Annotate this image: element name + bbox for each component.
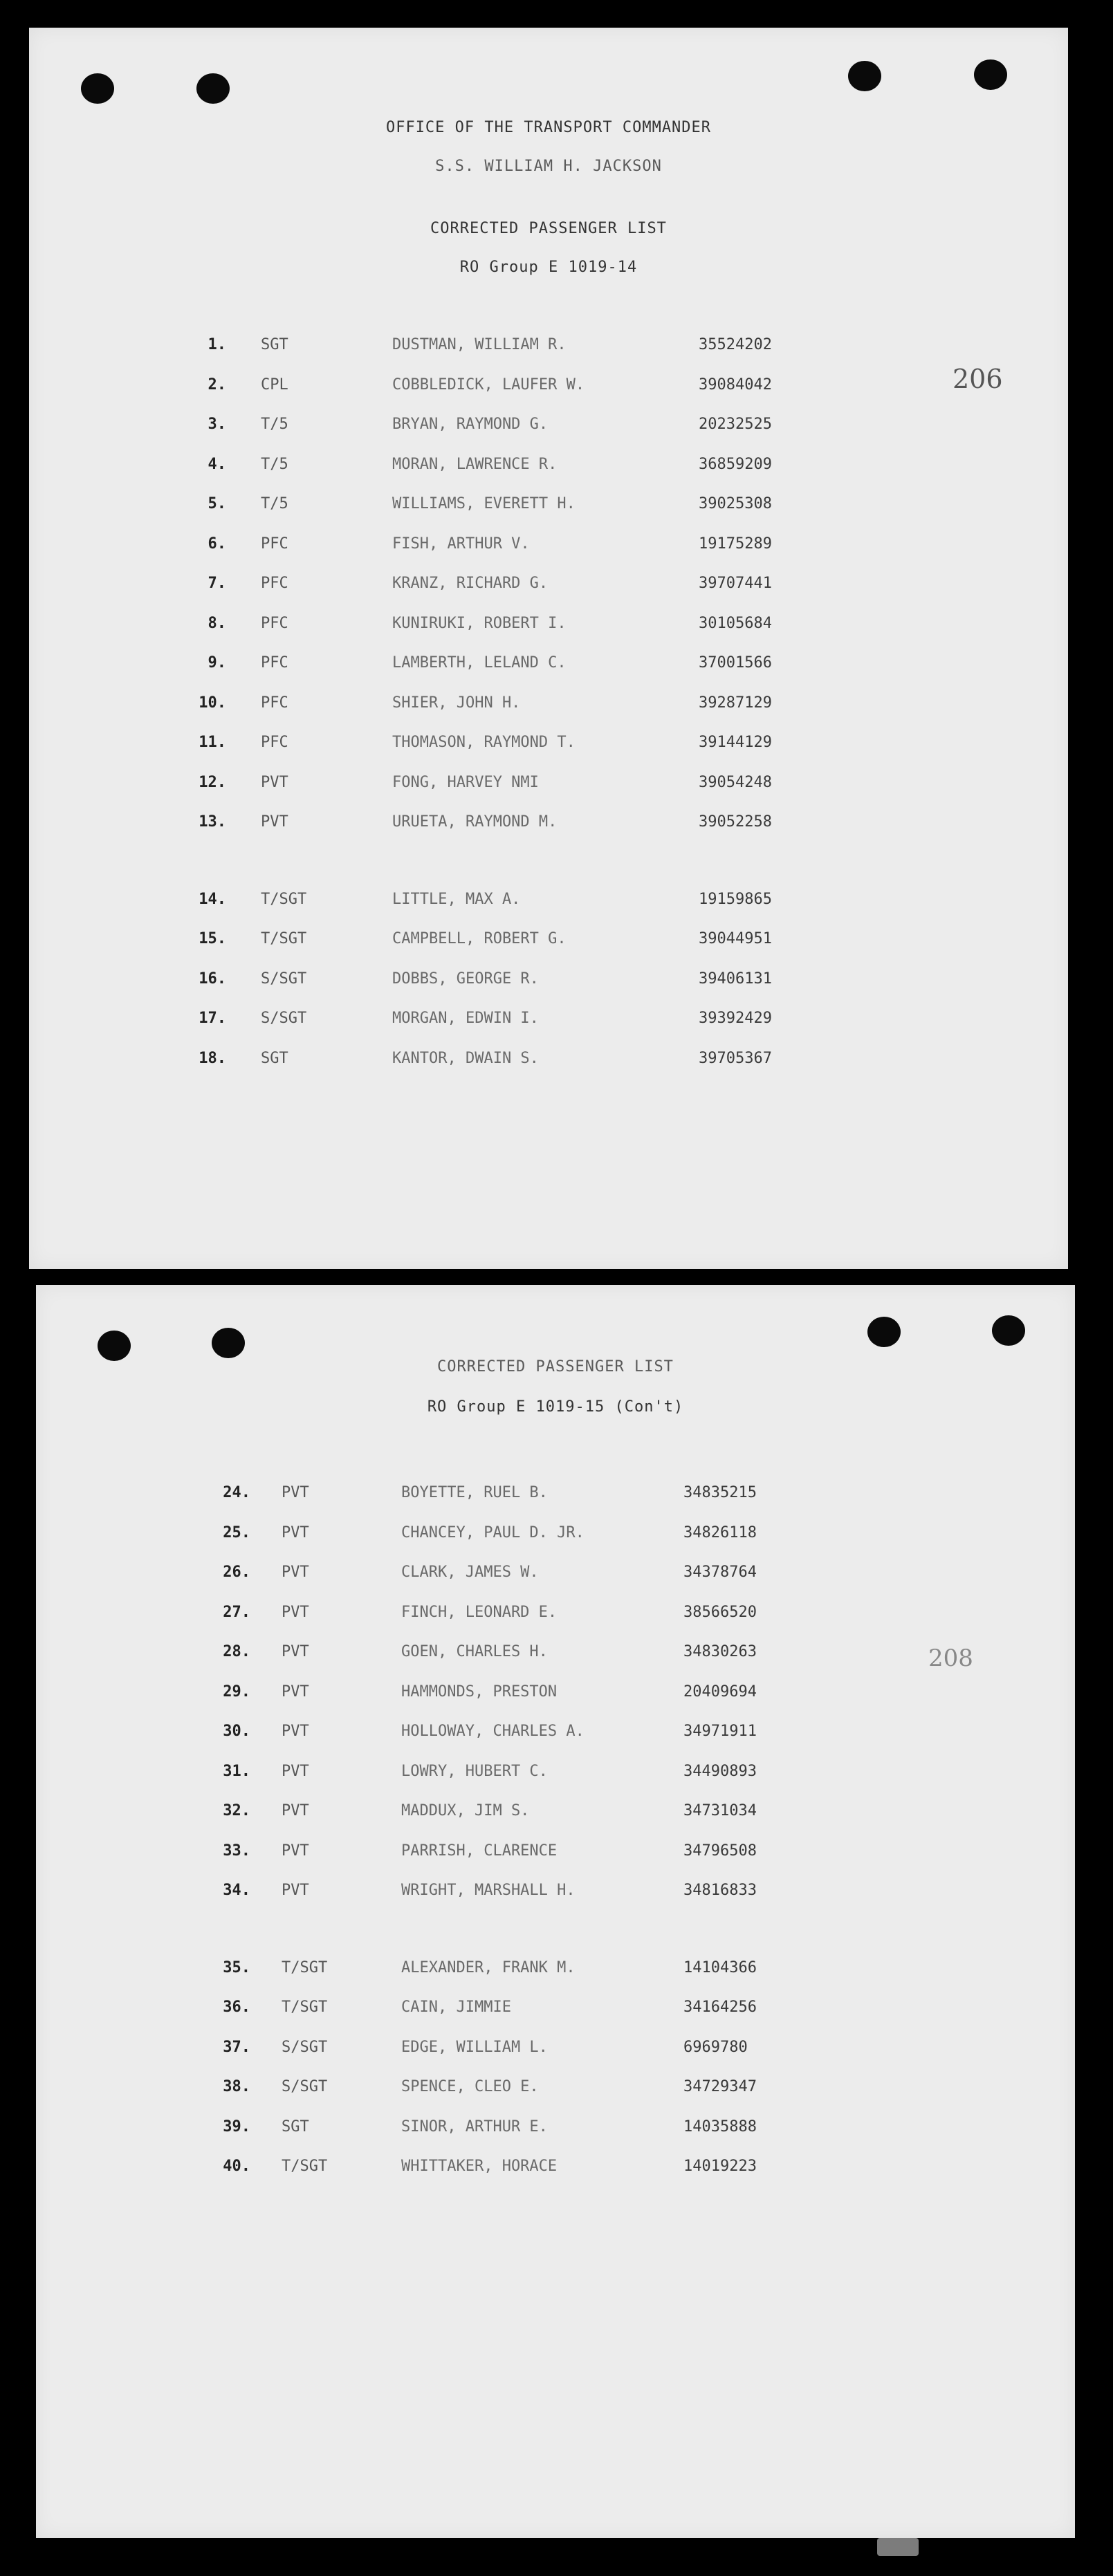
rank: PVT	[282, 1802, 309, 1819]
serial-number: 35524202	[699, 336, 772, 353]
passenger-name: WHITTAKER, HORACE	[401, 2158, 558, 2175]
passenger-name: MORGAN, EDWIN I.	[392, 1010, 539, 1027]
item-number: 8.	[208, 614, 226, 632]
punch-hole	[867, 1317, 901, 1347]
item-number: 38.	[223, 2078, 250, 2095]
passenger-name: MORAN, LAWRENCE R.	[392, 455, 558, 473]
item-number: 27.	[223, 1603, 250, 1621]
rank: S/SGT	[261, 970, 307, 988]
list-item	[29, 615, 1068, 636]
punch-hole	[212, 1328, 245, 1358]
rank: SGT	[261, 1049, 288, 1067]
serial-number: 14019223	[683, 2158, 757, 2175]
list-item	[36, 1723, 1075, 1743]
passenger-name: COBBLEDICK, LAUFER W.	[392, 376, 585, 393]
rank: PVT	[282, 1762, 309, 1780]
list-item	[29, 694, 1068, 715]
rank: T/5	[261, 416, 288, 433]
passenger-name: BRYAN, RAYMOND G.	[392, 416, 549, 433]
item-number: 26.	[223, 1564, 250, 1581]
rank: PVT	[282, 1643, 309, 1660]
rank: PFC	[261, 535, 288, 553]
rank: PVT	[282, 1484, 309, 1501]
list-item	[29, 734, 1068, 754]
serial-number: 14104366	[683, 1958, 757, 1976]
serial-number: 34835215	[683, 1484, 757, 1501]
item-number: 13.	[199, 813, 226, 831]
serial-number: 34164256	[683, 1999, 757, 2016]
serial-number: 36859209	[699, 455, 772, 473]
passenger-name: CAMPBELL, ROBERT G.	[392, 930, 567, 947]
document-page-1	[29, 28, 1068, 1269]
passenger-name: PARRISH, CLARENCE	[401, 1842, 558, 1860]
list-item	[36, 1604, 1075, 1624]
item-number: 40.	[223, 2158, 250, 2175]
serial-number: 34729347	[683, 2078, 757, 2095]
punch-hole	[196, 73, 230, 104]
serial-number: 39025308	[699, 495, 772, 512]
ship-name: S.S. WILLIAM H. JACKSON	[435, 158, 662, 175]
serial-number: 34816833	[683, 1882, 757, 1899]
serial-number: 34490893	[683, 1762, 757, 1780]
item-number: 31.	[223, 1762, 250, 1780]
punch-hole	[98, 1331, 131, 1361]
rank: SGT	[261, 336, 288, 353]
serial-number: 19159865	[699, 890, 772, 908]
list-item	[36, 2078, 1075, 2099]
passenger-name: EDGE, WILLIAM L.	[401, 2038, 548, 2056]
serial-number: 39707441	[699, 575, 772, 592]
list-item	[29, 891, 1068, 911]
passenger-name: SPENCE, CLEO E.	[401, 2078, 539, 2095]
list-item	[36, 1643, 1075, 1664]
item-number: 6.	[208, 535, 226, 553]
passenger-name: GOEN, CHARLES H.	[401, 1643, 548, 1660]
rank: T/SGT	[282, 2158, 328, 2175]
list-item	[29, 774, 1068, 795]
list-item	[29, 654, 1068, 675]
page-number: 208	[928, 1644, 973, 1672]
punch-hole	[81, 73, 114, 104]
passenger-name: HOLLOWAY, CHARLES A.	[401, 1723, 585, 1740]
passenger-name: KRANZ, RICHARD G.	[392, 575, 549, 592]
list-item	[36, 1763, 1075, 1783]
serial-number: 39705367	[699, 1049, 772, 1067]
serial-number: 14035888	[683, 2118, 757, 2135]
item-number: 29.	[223, 1683, 250, 1701]
item-number: 32.	[223, 1802, 250, 1819]
rank: PVT	[282, 1683, 309, 1701]
rank: PFC	[261, 734, 288, 751]
group-label: RO Group E 1019-15 (Con't)	[427, 1398, 684, 1416]
item-number: 5.	[208, 495, 226, 512]
passenger-name: SINOR, ARTHUR E.	[401, 2118, 548, 2135]
list-item	[36, 1999, 1075, 2019]
passenger-name: THOMASON, RAYMOND T.	[392, 734, 576, 751]
passenger-name: CHANCEY, PAUL D. JR.	[401, 1523, 585, 1541]
passenger-name: LAMBERTH, LELAND C.	[392, 654, 567, 671]
passenger-name: FISH, ARTHUR V.	[392, 535, 530, 553]
rank: T/SGT	[282, 1958, 328, 1976]
list-title: CORRECTED PASSENGER LIST	[430, 220, 667, 237]
list-item	[29, 336, 1068, 357]
serial-number: 34731034	[683, 1802, 757, 1819]
serial-number: 39044951	[699, 930, 772, 947]
list-title: CORRECTED PASSENGER LIST	[437, 1358, 674, 1375]
serial-number: 30105684	[699, 614, 772, 632]
passenger-name: SHIER, JOHN H.	[392, 694, 521, 712]
punch-hole	[974, 59, 1007, 90]
punch-hole	[992, 1315, 1025, 1346]
rank: S/SGT	[261, 1010, 307, 1027]
rank: PVT	[282, 1523, 309, 1541]
rank: T/5	[261, 495, 288, 512]
item-number: 4.	[208, 455, 226, 473]
item-number: 9.	[208, 654, 226, 671]
item-number: 1.	[208, 336, 226, 353]
rank: PVT	[282, 1603, 309, 1621]
passenger-name: KUNIRUKI, ROBERT I.	[392, 614, 567, 632]
rank: CPL	[261, 376, 288, 393]
list-item	[36, 1484, 1075, 1505]
list-item	[29, 970, 1068, 991]
serial-number: 34826118	[683, 1523, 757, 1541]
item-number: 14.	[199, 890, 226, 908]
serial-number: 19175289	[699, 535, 772, 553]
list-item	[29, 535, 1068, 556]
passenger-name: DUSTMAN, WILLIAM R.	[392, 336, 567, 353]
list-item	[29, 376, 1068, 397]
list-item	[36, 2039, 1075, 2059]
rank: PVT	[282, 1882, 309, 1899]
list-item	[29, 575, 1068, 595]
list-item	[29, 495, 1068, 516]
rank: PVT	[261, 773, 288, 791]
serial-number: 34830263	[683, 1643, 757, 1660]
scan-artifact	[877, 2538, 919, 2556]
item-number: 12.	[199, 773, 226, 791]
passenger-name: CAIN, JIMMIE	[401, 1999, 511, 2016]
list-item	[36, 1683, 1075, 1704]
passenger-name: DOBBS, GEORGE R.	[392, 970, 539, 988]
document-page-2	[36, 1285, 1075, 2538]
item-number: 39.	[223, 2118, 250, 2135]
passenger-name: FONG, HARVEY NMI	[392, 773, 539, 791]
item-number: 17.	[199, 1010, 226, 1027]
office-title: OFFICE OF THE TRANSPORT COMMANDER	[385, 119, 712, 136]
list-item	[36, 1564, 1075, 1584]
serial-number: 34971911	[683, 1723, 757, 1740]
item-number: 28.	[223, 1643, 250, 1660]
list-item	[29, 456, 1068, 476]
rank: PFC	[261, 614, 288, 632]
serial-number: 34796508	[683, 1842, 757, 1860]
serial-number: 39084042	[699, 376, 772, 393]
serial-number: 38566520	[683, 1603, 757, 1621]
group-label: RO Group E 1019-14	[459, 259, 638, 276]
passenger-name: CLARK, JAMES W.	[401, 1564, 539, 1581]
item-number: 2.	[208, 376, 226, 393]
list-item	[36, 1524, 1075, 1545]
list-item	[29, 1050, 1068, 1071]
serial-number: 34378764	[683, 1564, 757, 1581]
passenger-name: WILLIAMS, EVERETT H.	[392, 495, 576, 512]
rank: S/SGT	[282, 2038, 328, 2056]
punch-hole	[848, 61, 881, 91]
item-number: 16.	[199, 970, 226, 988]
rank: T/SGT	[261, 890, 307, 908]
item-number: 7.	[208, 575, 226, 592]
item-number: 18.	[199, 1049, 226, 1067]
item-number: 3.	[208, 416, 226, 433]
serial-number: 39054248	[699, 773, 772, 791]
item-number: 34.	[223, 1882, 250, 1899]
item-number: 25.	[223, 1523, 250, 1541]
rank: T/SGT	[261, 930, 307, 947]
rank: SGT	[282, 2118, 309, 2135]
passenger-name: HAMMONDS, PRESTON	[401, 1683, 558, 1701]
serial-number: 20232525	[699, 416, 772, 433]
rank: PVT	[282, 1842, 309, 1860]
serial-number: 39287129	[699, 694, 772, 712]
serial-number: 6969780	[683, 2038, 748, 2056]
list-item	[36, 1882, 1075, 1902]
page-number: 206	[953, 364, 1003, 394]
serial-number: 39406131	[699, 970, 772, 988]
serial-number: 39052258	[699, 813, 772, 831]
serial-number: 39144129	[699, 734, 772, 751]
list-item	[36, 1842, 1075, 1863]
list-item	[29, 1010, 1068, 1030]
passenger-name: BOYETTE, RUEL B.	[401, 1484, 548, 1501]
item-number: 24.	[223, 1484, 250, 1501]
rank: PFC	[261, 654, 288, 671]
list-item	[36, 1959, 1075, 1980]
passenger-name: WRIGHT, MARSHALL H.	[401, 1882, 576, 1899]
item-number: 30.	[223, 1723, 250, 1740]
list-item	[29, 416, 1068, 436]
item-number: 15.	[199, 930, 226, 947]
passenger-name: ALEXANDER, FRANK M.	[401, 1958, 576, 1976]
rank: PFC	[261, 694, 288, 712]
serial-number: 20409694	[683, 1683, 757, 1701]
item-number: 11.	[199, 734, 226, 751]
passenger-name: LITTLE, MAX A.	[392, 890, 521, 908]
list-item	[29, 813, 1068, 834]
item-number: 10.	[199, 694, 226, 712]
passenger-name: KANTOR, DWAIN S.	[392, 1049, 539, 1067]
item-number: 37.	[223, 2038, 250, 2056]
passenger-name: URUETA, RAYMOND M.	[392, 813, 558, 831]
passenger-name: LOWRY, HUBERT C.	[401, 1762, 548, 1780]
list-item	[36, 2118, 1075, 2139]
passenger-name: MADDUX, JIM S.	[401, 1802, 530, 1819]
list-item	[36, 2158, 1075, 2178]
item-number: 36.	[223, 1999, 250, 2016]
rank: PVT	[261, 813, 288, 831]
list-item	[36, 1802, 1075, 1823]
rank: S/SGT	[282, 2078, 328, 2095]
rank: PVT	[282, 1564, 309, 1581]
rank: PVT	[282, 1723, 309, 1740]
rank: T/5	[261, 455, 288, 473]
serial-number: 37001566	[699, 654, 772, 671]
item-number: 33.	[223, 1842, 250, 1860]
passenger-name: FINCH, LEONARD E.	[401, 1603, 558, 1621]
serial-number: 39392429	[699, 1010, 772, 1027]
rank: T/SGT	[282, 1999, 328, 2016]
item-number: 35.	[223, 1958, 250, 1976]
rank: PFC	[261, 575, 288, 592]
list-item	[29, 930, 1068, 951]
